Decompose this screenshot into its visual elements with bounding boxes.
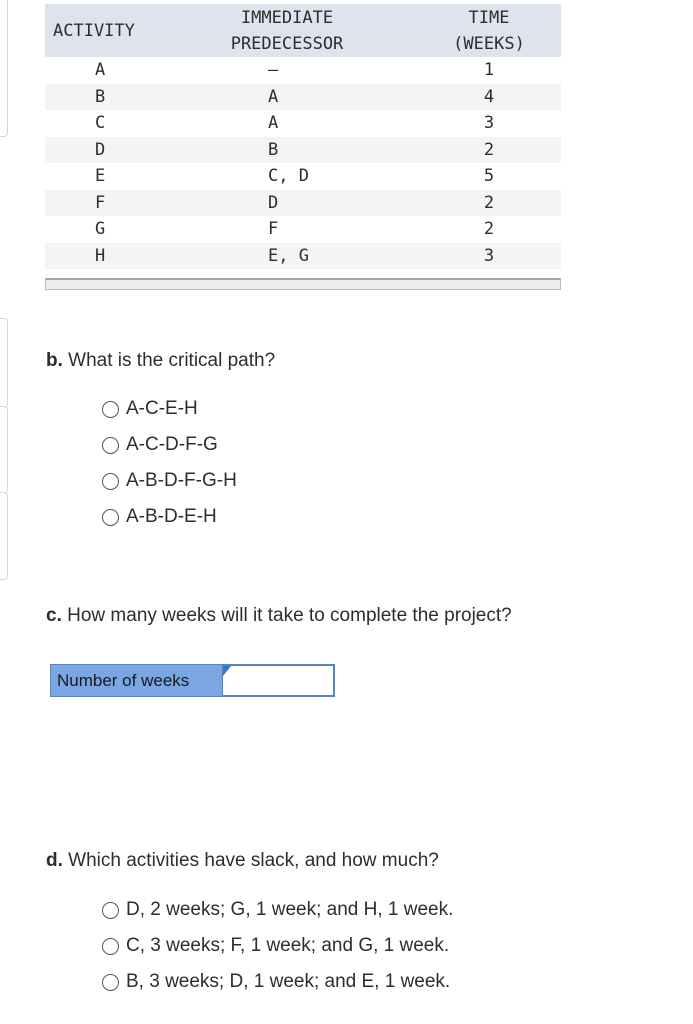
cell-predecessor: A — [268, 113, 279, 134]
cell-activity: G — [95, 219, 106, 240]
left-card-edge — [0, 406, 8, 494]
question-d-prompt — [46, 850, 439, 872]
table-row — [45, 57, 561, 84]
table-row — [45, 163, 561, 190]
option-label: A-C-D-F-G — [126, 434, 218, 455]
header-predecessor: IMMEDIATE PREDECESSOR — [157, 4, 417, 57]
table-row — [45, 84, 561, 111]
option-d-2[interactable] — [102, 928, 453, 964]
radio-button-icon[interactable] — [102, 902, 119, 919]
table-header-row — [45, 4, 561, 57]
cell-time: 2 — [417, 190, 561, 217]
cell-activity: A — [95, 60, 106, 81]
cell-activity: C — [95, 113, 106, 134]
radio-button-icon[interactable] — [102, 401, 119, 418]
table-row — [45, 243, 561, 270]
cell-predecessor: — — [268, 60, 279, 81]
header-time: TIME (WEEKS) — [417, 4, 561, 57]
weeks-input-label: Number of weeks — [50, 664, 223, 697]
cell-activity: H — [45, 243, 157, 270]
table-row — [45, 110, 561, 137]
question-c-prefix: c. — [46, 605, 62, 626]
cell-time: 2 — [417, 137, 561, 164]
table-horizontal-scrollbar[interactable] — [45, 278, 561, 290]
radio-button-icon[interactable] — [102, 473, 119, 490]
option-d-1[interactable] — [102, 892, 453, 928]
cell-activity: D — [45, 137, 157, 164]
option-label: D, 2 weeks; G, 1 week; and H, 1 week. — [126, 899, 454, 920]
cell-time: 5 — [483, 166, 495, 187]
radio-button-icon[interactable] — [102, 974, 119, 991]
question-b-options — [102, 391, 237, 535]
option-b-1[interactable] — [102, 391, 237, 427]
table-row — [45, 216, 561, 243]
question-c-prompt — [46, 605, 512, 627]
weeks-input-box[interactable] — [223, 664, 335, 697]
left-card-edge — [0, 318, 8, 408]
cell-time: 4 — [417, 84, 561, 111]
input-flag-icon — [223, 666, 231, 676]
option-label: A-B-D-E-H — [126, 506, 217, 527]
option-b-3[interactable] — [102, 463, 237, 499]
cell-time: 3 — [483, 113, 495, 134]
table-row — [45, 190, 561, 217]
question-c-text: How many weeks will it take to complete the project? — [67, 605, 512, 626]
option-b-2[interactable] — [102, 427, 237, 463]
cell-predecessor: B — [157, 137, 417, 164]
option-d-3[interactable] — [102, 964, 453, 1000]
radio-button-icon[interactable] — [102, 437, 119, 454]
table-row — [45, 137, 561, 164]
cell-predecessor: C, D — [268, 166, 309, 187]
radio-button-icon[interactable] — [102, 509, 119, 526]
option-label: C, 3 weeks; F, 1 week; and G, 1 week. — [126, 935, 450, 956]
cell-time: 2 — [483, 219, 495, 240]
cell-time: 1 — [483, 60, 495, 81]
option-b-4[interactable] — [102, 499, 237, 535]
cell-predecessor: D — [157, 190, 417, 217]
weeks-input-group — [50, 664, 335, 697]
cell-activity: B — [45, 84, 157, 111]
weeks-input[interactable] — [223, 666, 333, 695]
cell-predecessor: A — [157, 84, 417, 111]
option-label: A-C-E-H — [126, 398, 198, 419]
radio-button-icon[interactable] — [102, 938, 119, 955]
question-b-prompt — [46, 350, 275, 372]
option-label: A-B-D-F-G-H — [126, 470, 237, 491]
option-label: B, 3 weeks; D, 1 week; and E, 1 week. — [126, 971, 451, 992]
question-b-text: What is the critical path? — [68, 350, 276, 371]
question-b-prefix: b. — [46, 350, 63, 371]
question-d-text: Which activities have slack, and how much? — [68, 850, 439, 871]
question-d-prefix: d. — [46, 850, 63, 871]
cell-predecessor: F — [268, 219, 279, 240]
cell-activity: F — [45, 190, 157, 217]
cell-activity: E — [95, 166, 106, 187]
header-activity: ACTIVITY — [45, 4, 157, 57]
cell-time: 3 — [417, 243, 561, 270]
cell-predecessor: E, G — [157, 243, 417, 270]
left-card-edge — [0, 0, 8, 137]
activity-table — [45, 4, 561, 269]
left-card-edge — [0, 492, 8, 580]
question-d-options — [102, 892, 453, 1000]
